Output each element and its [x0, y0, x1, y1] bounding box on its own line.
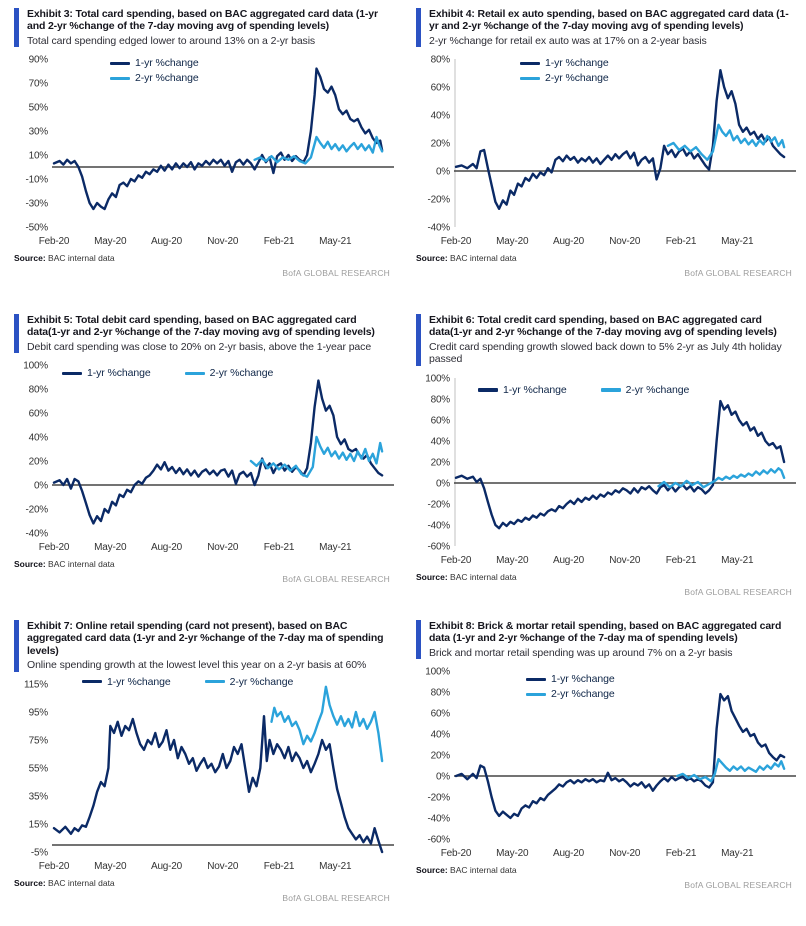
- source-label: Source:: [416, 571, 448, 582]
- legend-item-2yr: [205, 676, 294, 688]
- y-tick-label: 60%: [430, 708, 450, 720]
- legend-item-2yr: [520, 72, 609, 84]
- y-tick-label: 70%: [28, 78, 48, 90]
- two-year-line: [255, 137, 383, 163]
- x-tick-label: Feb-20: [440, 848, 472, 860]
- legend: [62, 367, 273, 379]
- legend-label: 1-yr %change: [545, 57, 609, 70]
- accent-bar: [416, 314, 421, 366]
- exhibit-6-header: [416, 314, 792, 366]
- one-year-line: [54, 381, 382, 524]
- y-tick-label: 60%: [28, 408, 48, 420]
- accent-bar: [14, 314, 19, 353]
- exhibit-title: Exhibit 3: Total card spending, based on BAC aggregated card data (1-yr and 2-yr %change of the 7-day moving avg of spending levels): [27, 8, 378, 33]
- y-tick-label: 55%: [28, 763, 48, 775]
- y-tick-label: 60%: [430, 82, 450, 94]
- x-tick-label: Feb-21: [263, 542, 295, 554]
- source-line: [14, 559, 390, 569]
- x-tick-label: Aug-20: [552, 848, 585, 860]
- exhibit-5-footer: [14, 559, 390, 584]
- exhibit-title: Exhibit 5: Total debit card spending, based on BAC aggregated card data(1-yr and 2-yr %change of the 7-day moving avg of spending levels): [27, 314, 375, 339]
- y-tick-label: 20%: [430, 457, 450, 469]
- y-tick-label: 0%: [33, 480, 48, 492]
- exhibit-4-panel: [416, 8, 792, 314]
- y-tick-label: 0%: [435, 478, 450, 490]
- x-tick-label: Nov-20: [207, 236, 239, 248]
- y-tick-label: 0%: [435, 166, 450, 178]
- source-line: [416, 865, 792, 875]
- y-tick-label: 80%: [430, 394, 450, 406]
- exhibit-4-chart: [416, 51, 798, 251]
- accent-bar: [416, 8, 421, 47]
- one-year-line-swatch-icon: [478, 388, 498, 392]
- source-text: BAC internal data: [450, 253, 517, 264]
- legend-label: 1-yr %change: [87, 367, 151, 380]
- exhibit-title: Exhibit 8: Brick & mortar retail spending, based on BAC aggregated card data (1-yr and 2-yr %change of the 7-day ma of spending levels): [429, 620, 782, 645]
- one-year-line-swatch-icon: [62, 372, 82, 376]
- x-tick-label: Aug-20: [150, 542, 183, 554]
- y-tick-label: -20%: [427, 194, 450, 206]
- x-tick-label: Aug-20: [150, 236, 183, 248]
- legend-label: 1-yr %change: [503, 383, 567, 396]
- source-text: BAC internal data: [48, 559, 115, 570]
- y-tick-label: 115%: [23, 679, 48, 691]
- x-tick-label: May-21: [721, 848, 754, 860]
- x-tick-label: May-21: [319, 236, 352, 248]
- y-tick-label: 90%: [28, 54, 48, 66]
- two-year-line: [677, 760, 784, 782]
- brand-footer: BofA GLOBAL RESEARCH: [282, 892, 390, 903]
- source-text: BAC internal data: [450, 571, 517, 582]
- x-tick-label: May-20: [496, 554, 529, 566]
- x-tick-label: Feb-21: [665, 554, 697, 566]
- exhibit-subtitle: 2-yr %change for retail ex auto was at 17% on a 2-year basis: [429, 34, 707, 47]
- one-year-line: [456, 694, 784, 818]
- x-tick-label: Feb-20: [38, 860, 70, 872]
- exhibit-4-header: [416, 8, 792, 47]
- y-tick-label: 40%: [430, 110, 450, 122]
- y-tick-label: 30%: [28, 126, 48, 138]
- source-label: Source:: [14, 559, 46, 570]
- y-tick-label: 95%: [28, 707, 48, 719]
- x-tick-label: Feb-20: [38, 542, 70, 554]
- two-year-line-swatch-icon: [526, 693, 546, 697]
- exhibit-subtitle: Brick and mortar retail spending was up around 7% on a 2-yr basis: [429, 646, 733, 659]
- accent-bar: [14, 8, 19, 47]
- legend: [110, 57, 199, 84]
- accent-bar: [14, 620, 19, 672]
- y-tick-label: 100%: [425, 666, 450, 678]
- accent-bar: [416, 620, 421, 659]
- exhibit-title: Exhibit 4: Retail ex auto spending, based on BAC aggregated card data (1-yr and 2-yr %change of the 7-day moving avg of spending levels): [429, 8, 789, 33]
- x-tick-label: May-20: [496, 236, 529, 248]
- brand-footer: BofA GLOBAL RESEARCH: [282, 268, 390, 279]
- legend: [82, 676, 293, 688]
- x-tick-label: Feb-21: [665, 236, 697, 248]
- y-tick-label: 20%: [430, 750, 450, 762]
- exhibit-6-panel: [416, 314, 792, 620]
- two-year-line: [251, 437, 382, 477]
- y-tick-label: 40%: [430, 436, 450, 448]
- y-tick-label: 20%: [28, 456, 48, 468]
- source-text: BAC internal data: [48, 877, 115, 888]
- y-tick-label: 40%: [28, 432, 48, 444]
- exhibit-subtitle: Credit card spending growth slowed back down to 5% 2-yr as July 4th holiday passed: [429, 340, 782, 366]
- exhibit-8-footer: [416, 865, 792, 890]
- exhibit-subtitle: Debit card spending was close to 20% on 2-yr basis, above the 1-year pace: [27, 340, 372, 353]
- x-tick-label: May-21: [319, 542, 352, 554]
- y-tick-label: 20%: [430, 138, 450, 150]
- x-tick-label: Feb-20: [440, 554, 472, 566]
- legend-label: 2-yr %change: [545, 72, 609, 85]
- source-line: [14, 878, 390, 888]
- two-year-line-swatch-icon: [185, 372, 205, 376]
- y-tick-label: 80%: [430, 54, 450, 66]
- exhibit-title: Exhibit 7: Online retail spending (card not present), based on BAC aggregated card data (1-yr and 2-yr %change of the 7-day ma of spending levels): [27, 620, 384, 657]
- legend-label: 2-yr %change: [135, 72, 199, 85]
- x-tick-label: Feb-21: [263, 860, 295, 872]
- legend-item-1yr: [526, 673, 615, 685]
- one-year-line: [54, 69, 382, 209]
- exhibit-6-chart: [416, 370, 798, 570]
- x-tick-label: Nov-20: [207, 542, 239, 554]
- legend: [478, 384, 689, 396]
- y-tick-label: -20%: [427, 792, 450, 804]
- exhibit-subtitle: Online spending growth at the lowest level this year on a 2-yr basis at 60%: [27, 659, 367, 672]
- legend-item-1yr: [82, 676, 171, 688]
- y-tick-label: -20%: [25, 504, 48, 516]
- x-tick-label: Aug-20: [552, 554, 585, 566]
- two-year-line-swatch-icon: [601, 388, 621, 392]
- x-tick-label: Feb-21: [665, 848, 697, 860]
- y-tick-label: -30%: [25, 198, 48, 210]
- x-tick-label: May-21: [319, 860, 352, 872]
- legend-label: 2-yr %change: [209, 367, 274, 380]
- two-year-line: [659, 468, 785, 487]
- y-tick-label: -50%: [25, 222, 48, 234]
- chart-canvas: [14, 357, 396, 557]
- chart-canvas: [14, 676, 396, 876]
- x-tick-label: May-20: [94, 542, 127, 554]
- y-tick-label: 35%: [28, 791, 48, 803]
- x-tick-label: Aug-20: [552, 236, 585, 248]
- exhibit-title: Exhibit 6: Total credit card spending, based on BAC aggregated card data(1-yr and 2-yr %change of the 7-day moving avg of spending levels): [429, 314, 777, 339]
- brand-footer: BofA GLOBAL RESEARCH: [684, 268, 792, 279]
- y-tick-label: -60%: [427, 541, 450, 553]
- y-tick-label: 80%: [430, 687, 450, 699]
- legend-item-2yr: [526, 688, 615, 700]
- source-label: Source:: [416, 865, 448, 876]
- y-tick-label: 100%: [425, 373, 450, 385]
- source-line: [416, 253, 792, 263]
- two-year-line-swatch-icon: [520, 77, 540, 81]
- exhibit-subtitle: Total card spending edged lower to around 13% on a 2-yr basis: [27, 34, 316, 47]
- chart-canvas: [14, 51, 396, 251]
- source-label: Source:: [14, 877, 46, 888]
- legend: [526, 673, 615, 700]
- exhibit-5-chart: [14, 357, 396, 557]
- exhibit-7-panel: [14, 620, 390, 926]
- exhibit-7-footer: [14, 878, 390, 903]
- brand-footer: BofA GLOBAL RESEARCH: [282, 574, 390, 585]
- two-year-line-swatch-icon: [110, 77, 130, 81]
- legend-item-1yr: [478, 384, 567, 396]
- legend-label: 1-yr %change: [107, 675, 171, 688]
- y-tick-label: -10%: [25, 174, 48, 186]
- one-year-line-swatch-icon: [520, 62, 540, 66]
- x-tick-label: Feb-21: [263, 236, 295, 248]
- x-tick-label: Nov-20: [207, 860, 239, 872]
- legend-label: 2-yr %change: [229, 675, 294, 688]
- x-tick-label: May-21: [721, 236, 754, 248]
- legend-label: 2-yr %change: [625, 383, 690, 396]
- x-tick-label: Nov-20: [609, 236, 641, 248]
- y-tick-label: -40%: [427, 520, 450, 532]
- source-label: Source:: [416, 253, 448, 264]
- x-tick-label: May-21: [721, 554, 754, 566]
- exhibit-3-header: [14, 8, 390, 47]
- exhibit-5-header: [14, 314, 390, 353]
- x-tick-label: May-20: [94, 860, 127, 872]
- x-tick-label: Feb-20: [38, 236, 70, 248]
- source-line: [14, 253, 390, 263]
- legend-label: 1-yr %change: [551, 673, 615, 686]
- y-tick-label: -40%: [427, 222, 450, 234]
- legend: [520, 57, 609, 84]
- x-tick-label: May-20: [496, 848, 529, 860]
- exhibit-8-header: [416, 620, 792, 659]
- y-tick-label: 15%: [28, 819, 48, 831]
- one-year-line: [456, 401, 784, 528]
- source-text: BAC internal data: [48, 253, 115, 264]
- two-year-line-swatch-icon: [205, 680, 225, 684]
- y-tick-label: 0%: [435, 771, 450, 783]
- x-tick-label: Nov-20: [609, 848, 641, 860]
- brand-footer: BofA GLOBAL RESEARCH: [684, 880, 792, 891]
- legend-label: 2-yr %change: [551, 688, 615, 701]
- x-tick-label: Aug-20: [150, 860, 183, 872]
- source-text: BAC internal data: [450, 865, 517, 876]
- legend-item-2yr: [601, 384, 690, 396]
- exhibit-3-panel: [14, 8, 390, 314]
- source-line: [416, 572, 792, 582]
- exhibit-4-footer: [416, 253, 792, 278]
- exhibit-7-header: [14, 620, 390, 672]
- legend-item-1yr: [520, 57, 609, 69]
- exhibit-8-panel: [416, 620, 792, 926]
- one-year-line-swatch-icon: [526, 678, 546, 682]
- y-tick-label: 50%: [28, 102, 48, 114]
- y-tick-label: 60%: [430, 415, 450, 427]
- legend-item-1yr: [110, 57, 199, 69]
- legend-item-1yr: [62, 367, 151, 379]
- x-tick-label: Nov-20: [609, 554, 641, 566]
- legend-item-2yr: [110, 72, 199, 84]
- y-tick-label: -40%: [25, 528, 48, 540]
- y-tick-label: -20%: [427, 499, 450, 511]
- y-tick-label: 40%: [430, 729, 450, 741]
- legend-item-2yr: [185, 367, 274, 379]
- exhibit-5-panel: [14, 314, 390, 620]
- y-tick-label: 75%: [28, 735, 48, 747]
- y-tick-label: 80%: [28, 384, 48, 396]
- one-year-line-swatch-icon: [110, 62, 130, 66]
- y-tick-label: -40%: [427, 813, 450, 825]
- x-tick-label: Feb-20: [440, 236, 472, 248]
- source-label: Source:: [14, 253, 46, 264]
- exhibit-3-footer: [14, 253, 390, 278]
- legend-label: 1-yr %change: [135, 57, 199, 70]
- y-tick-label: 10%: [28, 150, 48, 162]
- exhibit-8-chart: [416, 663, 798, 863]
- exhibit-3-chart: [14, 51, 396, 251]
- y-tick-label: -5%: [30, 847, 48, 859]
- exhibit-6-footer: [416, 572, 792, 597]
- one-year-line-swatch-icon: [82, 680, 102, 684]
- x-tick-label: May-20: [94, 236, 127, 248]
- y-tick-label: -60%: [427, 834, 450, 846]
- one-year-line: [54, 716, 382, 852]
- y-tick-label: 100%: [23, 360, 48, 372]
- brand-footer: BofA GLOBAL RESEARCH: [684, 586, 792, 597]
- exhibit-7-chart: [14, 676, 396, 876]
- chart-canvas: [416, 370, 798, 570]
